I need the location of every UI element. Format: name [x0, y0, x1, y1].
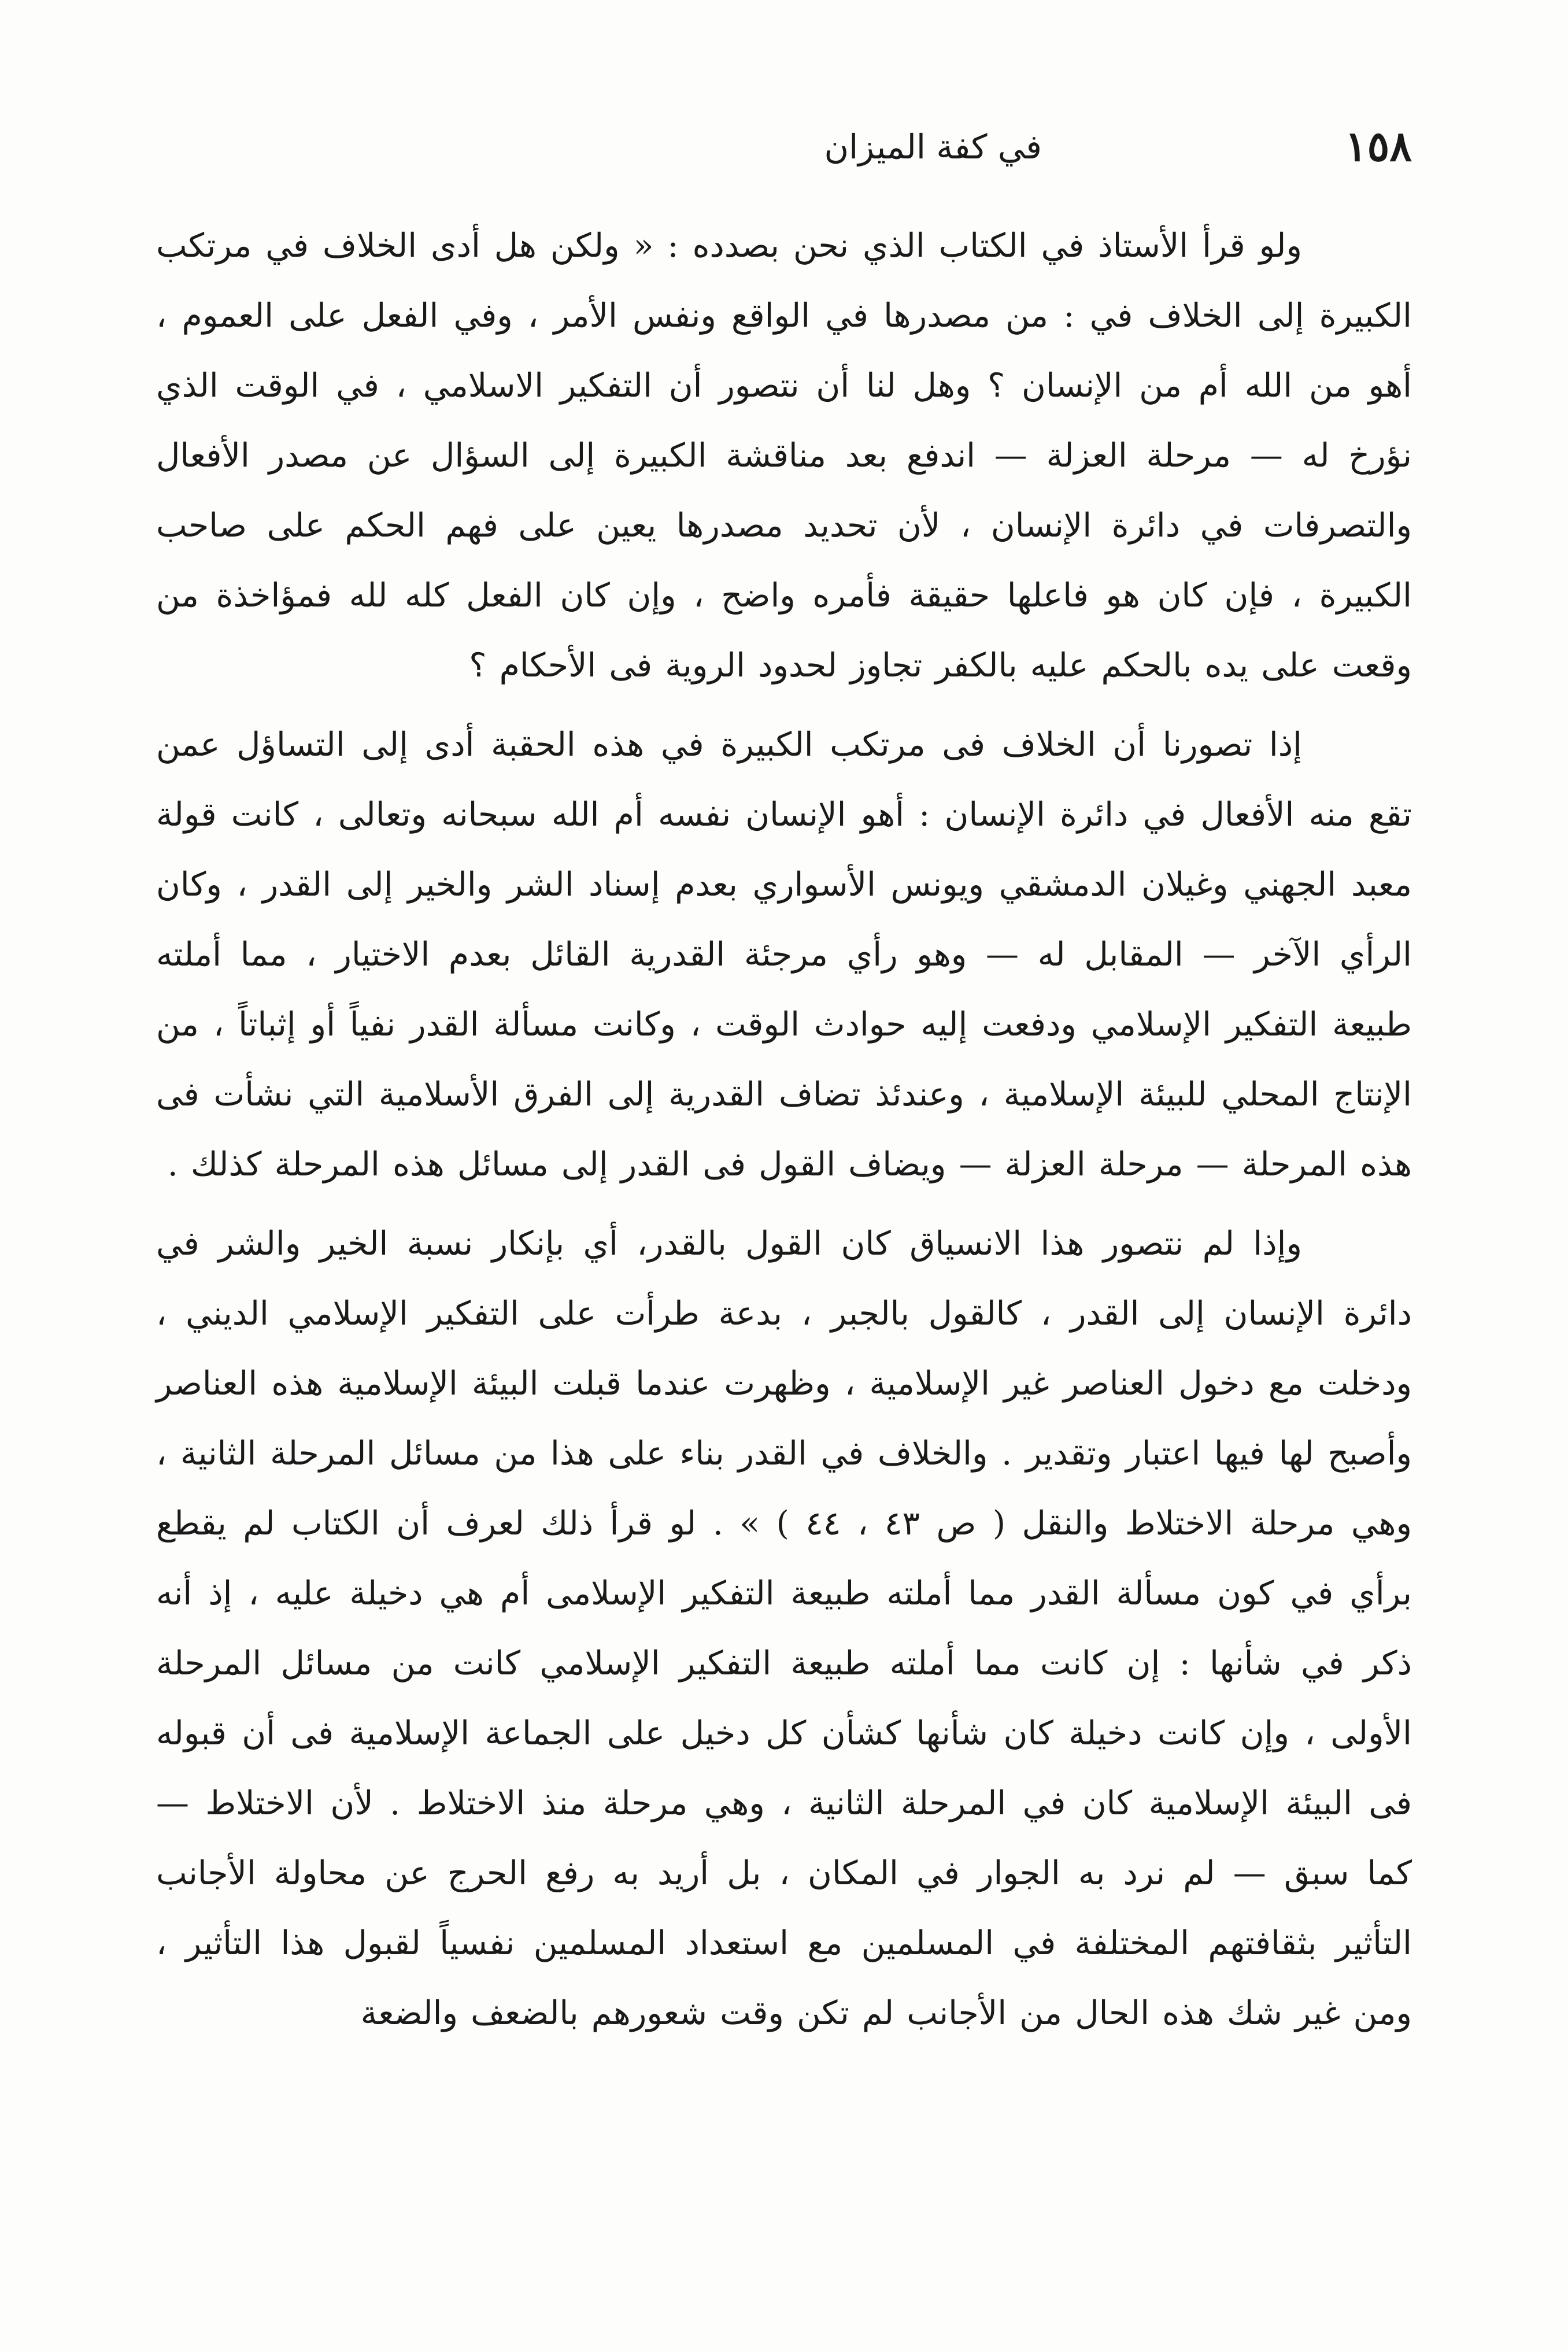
page-number: ١٥٨ [1344, 121, 1412, 171]
body-text [156, 211, 1412, 2058]
page-header [156, 116, 1412, 185]
paragraph-2: إذا تصورنا أن الخلاف فى مرتكب الكبيرة في هذه الحقبة أدى إلى التساؤل عمن تقع منه الأفعال في دائرة الإنسان : أهو الإنسان نفسه أم الله سبحانه وتعالى ، كانت قولة معبد الجهني وغيلان الدمشقي ويونس الأسواري بعدم إسناد الشر والخير إلى القدر ، وكان الرأي الآخر — المقابل له — وهو رأي مرجئة القدرية القائل بعدم الاختيار ، مما أملته طبيعة التفكير الإسلامي ودفعت إليه حوادث الوقت ، وكانت مسألة القدر نفياً أو إثباتاً ، من الإنتاج المحلي للبيئة الإسلامية ، وعندئذ تضاف القدرية إلى الفرق الأسلامية التي نشأت فى هذه المرحلة — مرحلة العزلة — ويضاف القول فى القدر إلى مسائل هذه المرحلة كذلك . [156, 726, 1412, 1184]
paragraph-3: وإذا لم نتصور هذا الانسياق كان القول بالقدر، أي بإنكار نسبة الخير والشر في دائرة الإنسان إلى القدر ، كالقول بالجبر ، بدعة طرأت على التفكير الإسلامي الديني ، ودخلت مع دخول العناصر غير الإسلامية ، وظهرت عندما قبلت البيئة الإسلامية هذه العناصر وأصبح لها فيها اعتبار وتقدير . والخلاف في القدر بناء على هذا من مسائل المرحلة الثانية ، وهي مرحلة الاختلاط والنقل ( ص ٤٣ ، ٤٤ ) » . لو قرأ ذلك لعرف أن الكتاب لم يقطع برأي في كون مسألة القدر مما أملته طبيعة التفكير الإسلامى أم هي دخيلة عليه ، إذ أنه ذكر في شأنها : إن كانت مما أملته طبيعة التفكير الإسلامي كانت من مسائل المرحلة الأولى ، وإن كانت دخيلة كان شأنها كشأن كل دخيل على الجماعة الإسلامية فى أن قبوله فى البيئة الإسلامية كان في المرحلة الثانية ، وهي مرحلة منذ الاختلاط . لأن الاختلاط — كما سبق — لم نرد به الجوار في المكان ، بل أريد به رفع الحرج عن محاولة الأجانب التأثير بثقافتهم المختلفة في المسلمين مع استعداد المسلمين نفسياً لقبول هذا التأثير ، ومن غير شك هذه الحال من الأجانب لم تكن وقت شعورهم بالضعف والضعة [156, 1225, 1412, 2032]
running-title: في كفة الميزان [824, 127, 1042, 167]
paragraph-1: ولو قرأ الأستاذ في الكتاب الذي نحن بصدده : « ولكن هل أدى الخلاف في مرتكب الكبيرة إلى الخلاف في : من مصدرها في الواقع ونفس الأمر ، وفي الفعل على العموم ، أهو من الله أم من الإنسان ؟ وهل لنا أن نتصور أن التفكير الاسلامي ، في الوقت الذي نؤرخ له — مرحلة العزلة — اندفع بعد مناقشة الكبيرة إلى السؤال عن مصدر الأفعال والتصرفات في دائرة الإنسان ، لأن تحديد مصدرها يعين على فهم الحكم على صاحب الكبيرة ، فإن كان هو فاعلها حقيقة فأمره واضح ، وإن كان الفعل كله لله فمؤاخذة من وقعت على يده بالحكم عليه بالكفر تجاوز لحدود الروية فى الأحكام ؟ [156, 227, 1412, 685]
